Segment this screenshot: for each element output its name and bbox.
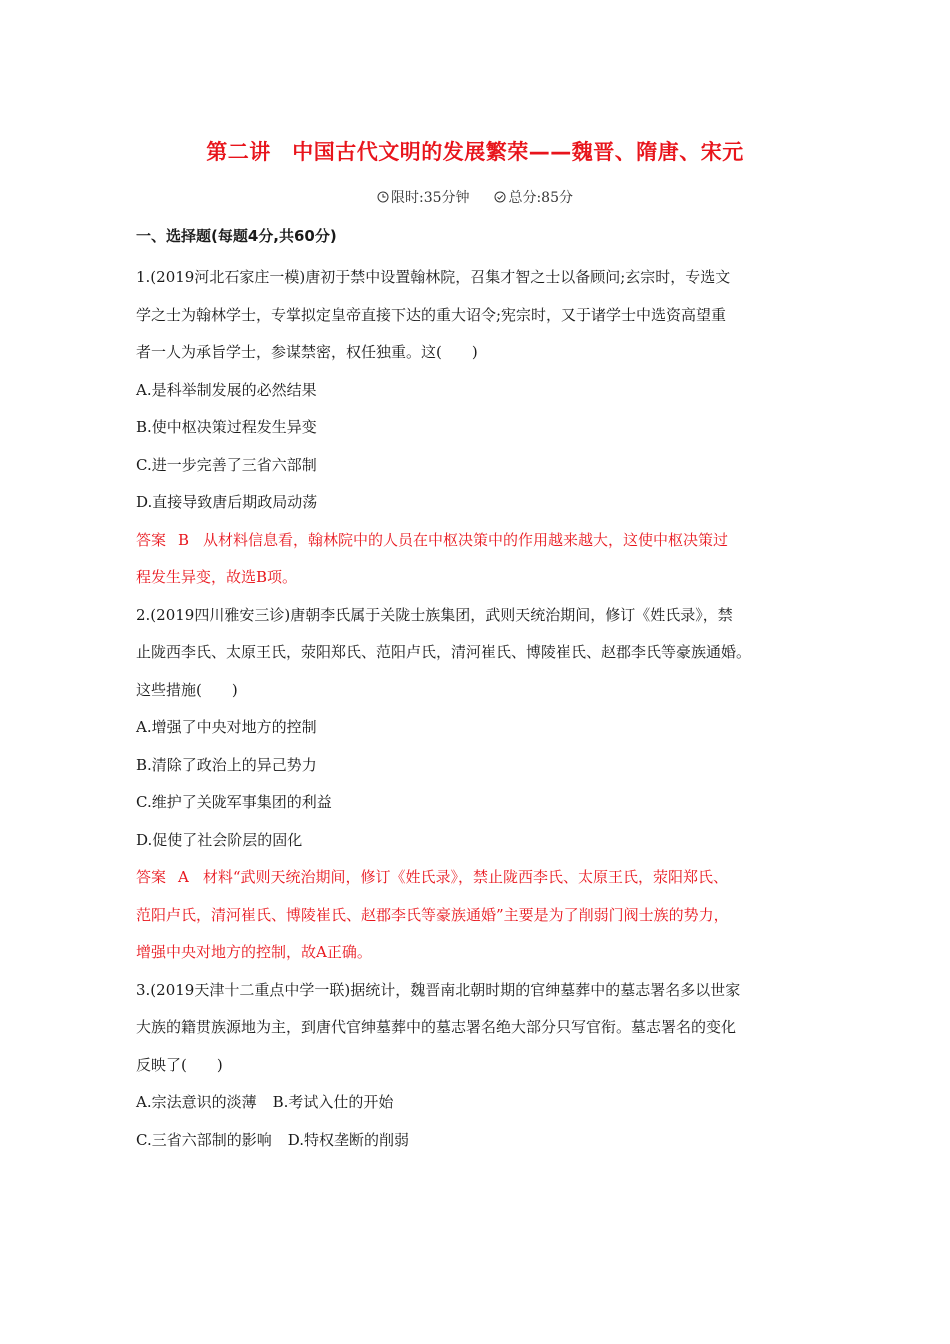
option-d: D.直接导致唐后期政局动荡 [136,493,318,511]
option-a: A.是科举制发展的必然结果 [136,380,317,399]
clock-icon [377,191,389,203]
page-title: 第二讲 中国古代文明的发展繁荣——魏晋、隋唐、宋元 [206,140,744,164]
option-c: C.进一步完善了三省六部制 [136,455,317,474]
answer-line [136,522,826,560]
exam-meta [0,187,950,207]
option-row [136,1122,826,1160]
question-stem-line: 者一人为承旨学士，参谋禁密，权任独重。这( ) [136,343,478,361]
question-stem-line: 大族的籍贯族源地为主，到唐代官绅墓葬中的墓志署名绝大部分只写官衔。墓志署名的变化 [136,1018,737,1036]
question-stem-line: 3.(2019天津十二重点中学一联)据统计，魏晋南北朝时期的官绅墓葬中的墓志署名多以世家 [136,980,741,999]
question-stem-line: 反映了( ) [136,1055,223,1074]
total-score: 总分:85分 [508,190,573,206]
option-a: A.宗法意识的淡薄 [136,1093,257,1111]
question-1 [136,259,826,597]
section-heading: 一、选择题(每题4分,共60分) [136,227,337,245]
question-content [136,226,826,1159]
answer-explanation: 增强中央对地方的控制，故A正确。 [136,943,372,961]
question-3 [136,972,826,1160]
question-stem-line: 2.(2019四川雅安三诊)唐朝李氏属于关陇士族集团，武则天统治期间，修订《姓氏录》，禁 [136,605,733,624]
question-2 [136,597,826,972]
option-b: B.使中枢决策过程发生异变 [136,418,317,436]
option-d: D.促使了社会阶层的固化 [136,830,303,849]
answer-tag: 答案 [136,868,167,886]
answer-key: B [178,530,190,549]
time-limit: 限时:35分钟 [391,190,470,206]
option-c: C.三省六部制的影响 [136,1130,272,1149]
option-d: D.特权垄断的削弱 [287,1130,409,1149]
question-stem-line: 止陇西李氏、太原王氏，荥阳郑氏、范阳卢氏，清河崔氏、博陵崔氏、赵郡李氏等豪族通婚。 [136,643,752,661]
answer-tag: 答案 [136,530,167,549]
question-stem-line: 这些措施( ) [136,680,238,699]
option-c: C.维护了关陇军事集团的利益 [136,793,332,811]
check-circle-icon [494,191,506,203]
answer-line [136,859,826,897]
option-b: B.考试入仕的开始 [272,1093,394,1111]
question-stem-line: 学之士为翰林学士，专掌拟定皇帝直接下达的重大诏令;宪宗时，又于诸学士中选资高望重 [136,305,727,324]
option-row [136,1084,826,1122]
answer-explanation: 材料“武则天统治期间，修订《姓氏录》，禁止陇西李氏、太原王氏，荥阳郑氏、 [202,868,729,886]
answer-explanation: 范阳卢氏，清河崔氏、博陵崔氏、赵郡李氏等豪族通婚”主要是为了削弱门阀士族的势力， [136,905,729,924]
option-a: A.增强了中央对地方的控制 [136,718,317,736]
answer-explanation: 从材料信息看，翰林院中的人员在中枢决策中的作用越来越大，这使中枢决策过 [203,530,729,549]
question-stem-line: 1.(2019河北石家庄一模)唐初于禁中设置翰林院，召集才智之士以备顾问;玄宗时，专选文 [136,268,731,286]
answer-key: A [178,868,189,886]
answer-explanation: 程发生异变，故选B项。 [136,568,298,586]
option-b: B.清除了政治上的异己势力 [136,755,317,774]
